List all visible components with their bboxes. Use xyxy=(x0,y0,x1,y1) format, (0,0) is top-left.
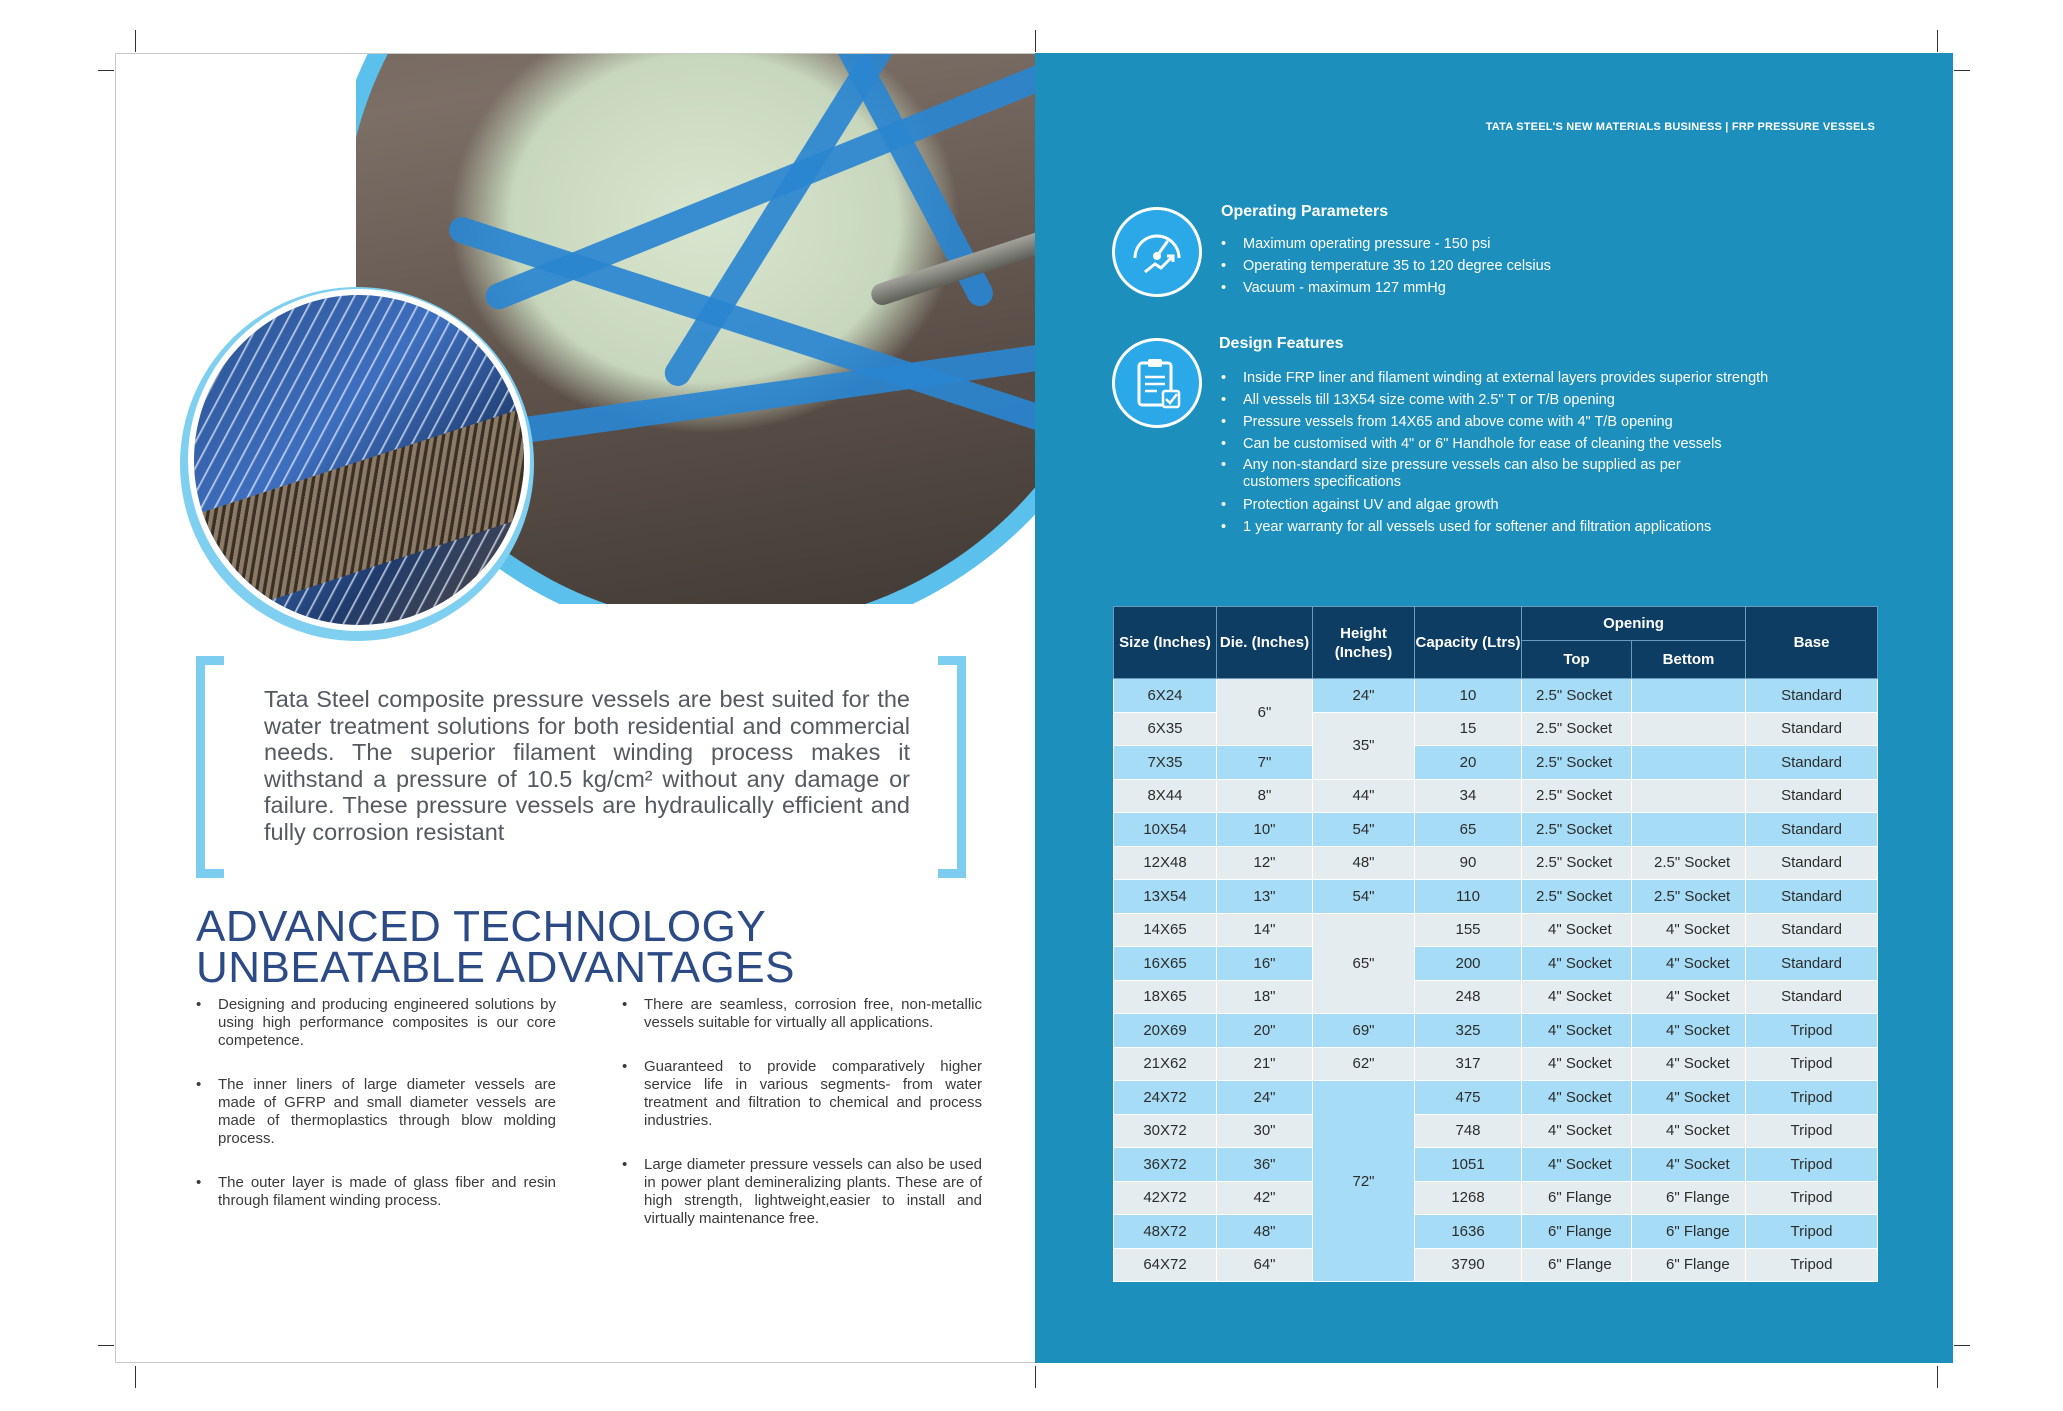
cell-bottom: 4" Socket xyxy=(1632,1081,1746,1115)
cell-height: 48" xyxy=(1313,846,1415,880)
cell-capacity: 1268 xyxy=(1415,1181,1522,1215)
cell-bottom xyxy=(1632,679,1746,713)
cell-size: 30X72 xyxy=(1114,1114,1217,1148)
cell-capacity: 748 xyxy=(1415,1114,1522,1148)
cell-base: Tripod xyxy=(1746,1047,1878,1081)
cell-die: 48" xyxy=(1217,1215,1313,1249)
cell-bottom: 2.5" Socket xyxy=(1632,846,1746,880)
intro-paragraph: Tata Steel composite pressure vessels are best suited for the water treatment solutions for both residential and commercial needs. The superior filament winding process makes it withstand a pressure of 10.5 kg/cm² without any damage or failure. These pressure vessels are hydraulically efficient and fully corrosion resistant xyxy=(264,686,910,845)
section-heading xyxy=(196,902,795,992)
crop-mark xyxy=(1035,30,1036,52)
cell-base: Standard xyxy=(1746,880,1878,914)
filament-fiber-photo xyxy=(188,289,530,631)
cell-die: 6" xyxy=(1217,679,1313,746)
parameter-item: • Vacuum - maximum 127 mmHg xyxy=(1221,277,1861,299)
cell-capacity: 90 xyxy=(1415,846,1522,880)
cell-top: 2.5" Socket xyxy=(1522,880,1632,914)
cell-capacity: 10 xyxy=(1415,679,1522,713)
table-row xyxy=(1114,746,1878,780)
cell-die: 21" xyxy=(1217,1047,1313,1081)
cell-bottom: 2.5" Socket xyxy=(1632,880,1746,914)
cell-die: 7" xyxy=(1217,746,1313,780)
cell-capacity: 34 xyxy=(1415,779,1522,813)
advantage-item: • The outer layer is made of glass fiber and resin through filament winding process. xyxy=(196,1174,556,1210)
cell-capacity: 325 xyxy=(1415,1014,1522,1048)
advantages-list-2 xyxy=(622,996,982,1254)
cell-top: 2.5" Socket xyxy=(1522,679,1632,713)
crop-mark xyxy=(135,1366,136,1388)
cell-bottom: 4" Socket xyxy=(1632,947,1746,981)
cell-bottom xyxy=(1632,746,1746,780)
col-header-base: Base xyxy=(1746,607,1878,679)
col-header-size: Size (Inches) xyxy=(1114,607,1217,679)
cell-capacity: 155 xyxy=(1415,913,1522,947)
cell-bottom: 4" Socket xyxy=(1632,1014,1746,1048)
col-header-capacity: Capacity (Ltrs) xyxy=(1415,607,1522,679)
cell-top: 4" Socket xyxy=(1522,1081,1632,1115)
cell-height: 35" xyxy=(1313,712,1415,779)
crop-mark xyxy=(1937,30,1938,52)
cell-bottom: 4" Socket xyxy=(1632,913,1746,947)
quote-bracket-right xyxy=(938,656,966,878)
clipboard-check-icon xyxy=(1112,338,1202,428)
cell-size: 21X62 xyxy=(1114,1047,1217,1081)
crop-mark xyxy=(135,30,136,52)
parameter-item: • Maximum operating pressure - 150 psi xyxy=(1221,233,1861,255)
cell-capacity: 20 xyxy=(1415,746,1522,780)
cell-top: 6" Flange xyxy=(1522,1215,1632,1249)
crop-mark xyxy=(1937,1366,1938,1388)
cell-top: 4" Socket xyxy=(1522,1014,1632,1048)
cell-base: Tripod xyxy=(1746,1081,1878,1115)
advantage-item: • The inner liners of large diameter vessels are made of GFRP and small diameter vessels are made of thermoplastics through blow molding process. xyxy=(196,1076,556,1148)
heading-line-2: UNBEATABLE ADVANTAGES xyxy=(196,943,795,992)
cell-size: 14X65 xyxy=(1114,913,1217,947)
gauge-icon xyxy=(1112,207,1202,297)
cell-base: Tripod xyxy=(1746,1215,1878,1249)
cell-base: Tripod xyxy=(1746,1181,1878,1215)
cell-bottom: 6" Flange xyxy=(1632,1181,1746,1215)
cell-size: 10X54 xyxy=(1114,813,1217,847)
cell-top: 2.5" Socket xyxy=(1522,779,1632,813)
table-row xyxy=(1114,980,1878,1014)
cell-top: 4" Socket xyxy=(1522,980,1632,1014)
cell-height: 62" xyxy=(1313,1047,1415,1081)
cell-bottom: 4" Socket xyxy=(1632,1148,1746,1182)
col-header-top: Top xyxy=(1522,641,1632,679)
table-row xyxy=(1114,1047,1878,1081)
cell-capacity: 475 xyxy=(1415,1081,1522,1115)
cell-base: Standard xyxy=(1746,947,1878,981)
cell-capacity: 65 xyxy=(1415,813,1522,847)
cell-size: 6X24 xyxy=(1114,679,1217,713)
crop-mark xyxy=(1954,1345,1970,1346)
operating-parameters-list xyxy=(1221,233,1861,299)
cell-bottom: 6" Flange xyxy=(1632,1248,1746,1282)
cell-top: 4" Socket xyxy=(1522,1114,1632,1148)
feature-item: • Pressure vessels from 14X65 and above come with 4" T/B opening xyxy=(1221,411,1861,433)
col-header-opening: Opening xyxy=(1522,607,1746,641)
left-page xyxy=(115,53,1035,1363)
parameter-item: • Operating temperature 35 to 120 degree celsius xyxy=(1221,255,1861,277)
cell-bottom: 4" Socket xyxy=(1632,1114,1746,1148)
advantage-item: • Guaranteed to provide comparatively higher service life in various segments- from water treatment and filtration to chemical and process industries. xyxy=(622,1058,982,1130)
cell-size: 16X65 xyxy=(1114,947,1217,981)
heading-line-1: ADVANCED TECHNOLOGY xyxy=(196,902,767,951)
feature-item: • All vessels till 13X54 size come with 2.5" T or T/B opening xyxy=(1221,389,1861,411)
feature-item: • 1 year warranty for all vessels used for softener and filtration applications xyxy=(1221,516,1861,538)
cell-height: 24" xyxy=(1313,679,1415,713)
table-row xyxy=(1114,1114,1878,1148)
table-row xyxy=(1114,779,1878,813)
cell-height: 72" xyxy=(1313,1081,1415,1282)
cell-capacity: 15 xyxy=(1415,712,1522,746)
cell-die: 42" xyxy=(1217,1181,1313,1215)
cell-top: 2.5" Socket xyxy=(1522,712,1632,746)
cell-die: 8" xyxy=(1217,779,1313,813)
table-row xyxy=(1114,1148,1878,1182)
cell-top: 2.5" Socket xyxy=(1522,813,1632,847)
cell-top: 2.5" Socket xyxy=(1522,846,1632,880)
crop-mark xyxy=(1035,1366,1036,1388)
cell-size: 13X54 xyxy=(1114,880,1217,914)
cell-base: Standard xyxy=(1746,813,1878,847)
advantage-item: • Large diameter pressure vessels can also be used in power plant demineralizing plants. These are of high strength, lightweight,easier to install and virtually maintenance free. xyxy=(622,1156,982,1228)
cell-size: 7X35 xyxy=(1114,746,1217,780)
cell-height: 44" xyxy=(1313,779,1415,813)
cell-top: 6" Flange xyxy=(1522,1181,1632,1215)
cell-height: 54" xyxy=(1313,813,1415,847)
cell-base: Standard xyxy=(1746,779,1878,813)
cell-height: 65" xyxy=(1313,913,1415,1014)
cell-size: 64X72 xyxy=(1114,1248,1217,1282)
cell-capacity: 110 xyxy=(1415,880,1522,914)
col-header-height: Height (Inches) xyxy=(1313,607,1415,679)
cell-base: Tripod xyxy=(1746,1014,1878,1048)
table-row xyxy=(1114,846,1878,880)
feature-item: • Protection against UV and algae growth xyxy=(1221,494,1861,516)
cell-size: 36X72 xyxy=(1114,1148,1217,1182)
cell-capacity: 3790 xyxy=(1415,1248,1522,1282)
cell-top: 4" Socket xyxy=(1522,1148,1632,1182)
cell-bottom xyxy=(1632,813,1746,847)
advantages-list-1 xyxy=(196,996,556,1236)
feature-item: • Inside FRP liner and filament winding at external layers provides superior strength xyxy=(1221,367,1861,389)
cell-capacity: 1636 xyxy=(1415,1215,1522,1249)
cell-bottom: 4" Socket xyxy=(1632,1047,1746,1081)
cell-die: 20" xyxy=(1217,1014,1313,1048)
crop-mark xyxy=(1954,70,1970,71)
crop-mark xyxy=(98,70,114,71)
cell-base: Standard xyxy=(1746,679,1878,713)
cell-size: 24X72 xyxy=(1114,1081,1217,1115)
cell-size: 48X72 xyxy=(1114,1215,1217,1249)
right-page xyxy=(1035,53,1953,1363)
cell-size: 12X48 xyxy=(1114,846,1217,880)
table-row xyxy=(1114,679,1878,713)
cell-top: 4" Socket xyxy=(1522,1047,1632,1081)
cell-die: 64" xyxy=(1217,1248,1313,1282)
cell-size: 20X69 xyxy=(1114,1014,1217,1048)
cell-capacity: 248 xyxy=(1415,980,1522,1014)
advantage-item: • There are seamless, corrosion free, non-metallic vessels suitable for virtually all applications. xyxy=(622,996,982,1032)
col-header-bottom: Bettom xyxy=(1632,641,1746,679)
table-row xyxy=(1114,913,1878,947)
col-header-die: Die. (Inches) xyxy=(1217,607,1313,679)
cell-base: Standard xyxy=(1746,846,1878,880)
cell-die: 13" xyxy=(1217,880,1313,914)
cell-base: Tripod xyxy=(1746,1114,1878,1148)
cell-base: Standard xyxy=(1746,980,1878,1014)
cell-height: 69" xyxy=(1313,1014,1415,1048)
table-row xyxy=(1114,1215,1878,1249)
cell-bottom xyxy=(1632,712,1746,746)
cell-size: 42X72 xyxy=(1114,1181,1217,1215)
cell-top: 4" Socket xyxy=(1522,947,1632,981)
cell-size: 6X35 xyxy=(1114,712,1217,746)
cell-size: 18X65 xyxy=(1114,980,1217,1014)
cell-die: 18" xyxy=(1217,980,1313,1014)
crop-mark xyxy=(98,1345,114,1346)
cell-die: 36" xyxy=(1217,1148,1313,1182)
table-row xyxy=(1114,813,1878,847)
cell-height: 54" xyxy=(1313,880,1415,914)
cell-base: Standard xyxy=(1746,712,1878,746)
cell-die: 24" xyxy=(1217,1081,1313,1115)
cell-capacity: 317 xyxy=(1415,1047,1522,1081)
cell-base: Tripod xyxy=(1746,1248,1878,1282)
cell-capacity: 1051 xyxy=(1415,1148,1522,1182)
table-row xyxy=(1114,1014,1878,1048)
cell-die: 14" xyxy=(1217,913,1313,947)
table-row xyxy=(1114,1081,1878,1115)
table-row xyxy=(1114,880,1878,914)
cell-die: 10" xyxy=(1217,813,1313,847)
cell-bottom: 6" Flange xyxy=(1632,1215,1746,1249)
cell-bottom: 4" Socket xyxy=(1632,980,1746,1014)
table-row xyxy=(1114,1248,1878,1282)
table-row xyxy=(1114,1181,1878,1215)
cell-capacity: 200 xyxy=(1415,947,1522,981)
running-header: TATA STEEL'S NEW MATERIALS BUSINESS | FRP PRESSURE VESSELS xyxy=(1485,121,1875,133)
cell-bottom xyxy=(1632,779,1746,813)
cell-die: 12" xyxy=(1217,846,1313,880)
operating-parameters-title: Operating Parameters xyxy=(1221,203,1389,220)
cell-top: 6" Flange xyxy=(1522,1248,1632,1282)
cell-die: 30" xyxy=(1217,1114,1313,1148)
advantage-item: • Designing and producing engineered solutions by using high performance composites is our core competence. xyxy=(196,996,556,1050)
table-row xyxy=(1114,947,1878,981)
feature-item: • Any non-standard size pressure vessels can also be supplied as per customers specifications xyxy=(1221,455,1683,494)
design-features-title: Design Features xyxy=(1219,335,1344,352)
cell-base: Tripod xyxy=(1746,1148,1878,1182)
cell-base: Standard xyxy=(1746,746,1878,780)
cell-die: 16" xyxy=(1217,947,1313,981)
vessel-spec-table xyxy=(1113,606,1878,1282)
cell-top: 2.5" Socket xyxy=(1522,746,1632,780)
feature-item: • Can be customised with 4" or 6" Handhole for ease of cleaning the vessels xyxy=(1221,433,1861,455)
cell-size: 8X44 xyxy=(1114,779,1217,813)
design-features-list xyxy=(1221,367,1861,538)
cell-base: Standard xyxy=(1746,913,1878,947)
cell-top: 4" Socket xyxy=(1522,913,1632,947)
quote-bracket-left xyxy=(196,656,224,878)
